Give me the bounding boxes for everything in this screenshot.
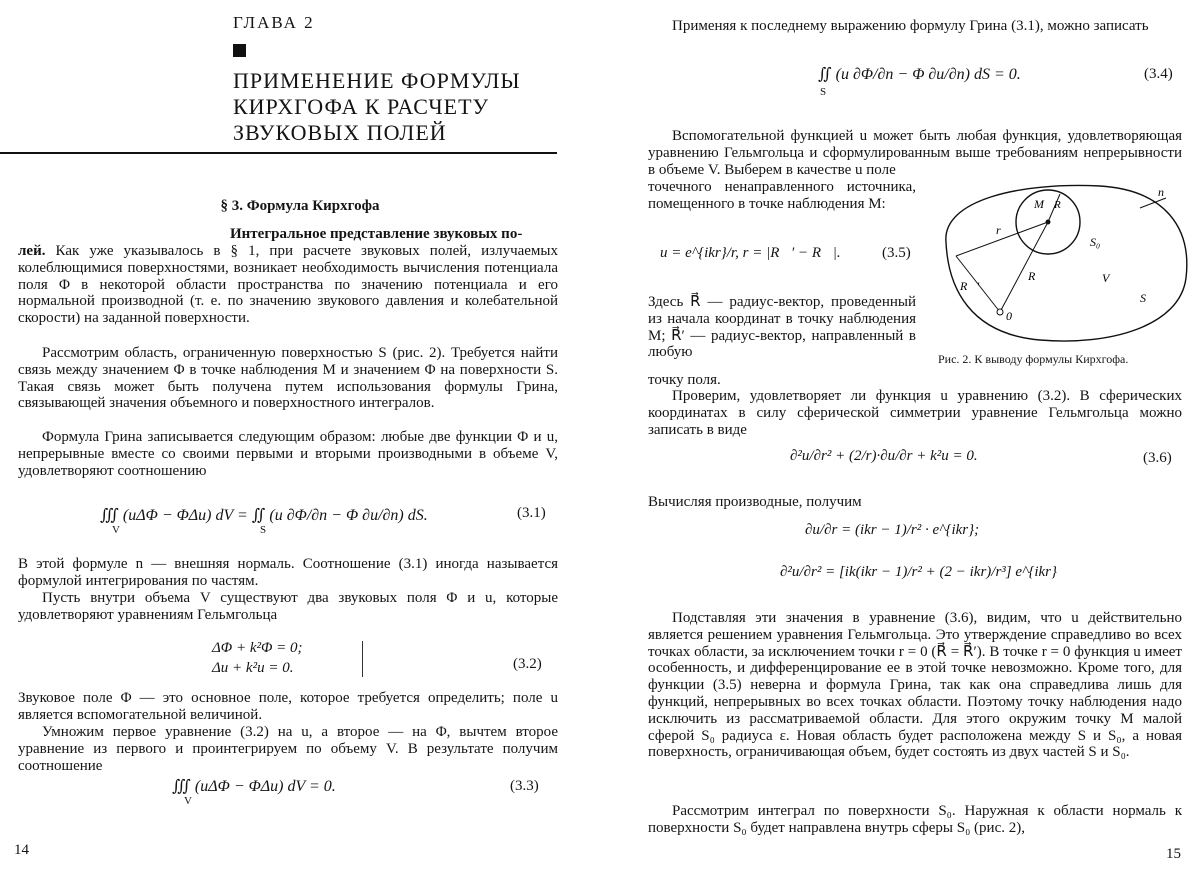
figure-label-m: M <box>1034 197 1044 211</box>
paragraph-1 <box>18 243 558 327</box>
equation-3-4-sub-s: S <box>820 86 827 98</box>
paragraph-2: Рассмотрим область, ограниченную поверхностью S (рис. 2). Требуется найти связь между значением Φ в точке наблюдения M и значением Φ на поверхности S. Такая связь может быть получена путем использования формулы Грина, связывающей значения объемного и поверхностного интегралов. <box>18 345 558 412</box>
equation-derivative-1: ∂u/∂r = (ikr − 1)/r² · e^{ikr}; <box>805 522 980 538</box>
chapter-title-line-2: КИРХГОФА К РАСЧЕТУ <box>233 94 490 119</box>
paragraph-r2: Вспомогательной функцией u может быть любая функция, удовлетворяющая уравнению Гельмгольца и сформулированным выше требованиям непрерывности в объеме V. Выберем в качестве u поле <box>648 128 1182 178</box>
paragraph-r1: Применяя к последнему выражению формулу Грина (3.1), можно записать <box>672 18 1149 34</box>
figure-label-big-r: R⃗ <box>1028 269 1045 283</box>
equation-3-4-number: (3.4) <box>1144 66 1173 82</box>
paragraph-r3-tail: точку поля. <box>648 372 721 388</box>
chapter-square-mark <box>233 44 246 57</box>
equation-3-1-number: (3.1) <box>517 505 546 521</box>
equation-3-2-number: (3.2) <box>513 656 542 672</box>
paragraph-r6: Подставляя эти значения в уравнение (3.6), видим, что u действительно является решением уравнения Гельмгольца. Это утверждение справедливо во всех точках области, за исключением точки r = 0 (R⃗ = R⃗′). В точке r = 0 функция u имеет особенность, и дифференцирование ее в этой точке невозможно. Кроме того, для функции (3.5) неверна и формула Грина, так как она справедлива лишь для функций, непрерывных во всех точках области. Поэтому точку наблюдения надо исключить из рассматриваемой области. Для этого окружим точку M малой сферой S₀ радиуса ε. Новая область будет расположена между S и S₀, а новая поверхность, ограничивающая объем, будет состоять из двух частей S и S₀. <box>648 610 1182 761</box>
equation-3-5: u = e^{ikr}/r, r = |R⃗′ − R⃗|. <box>660 245 841 261</box>
paragraph-r2b: точечного ненаправленного источника, помещенного в точке наблюдения M: <box>648 179 916 212</box>
paragraph-7: Умножим первое уравнение (3.2) на u, а второе — на Φ, вычтем второе уравнение из первого и проинтегрируем по объему V. В результате получим соотношение <box>18 724 558 774</box>
figure-label-r: r <box>996 223 1001 237</box>
equation-3-5-number: (3.5) <box>882 245 911 261</box>
equation-3-1: ∭ (uΔΦ − ΦΔu) dV = ∬ (u ∂Φ/∂n − Φ ∂u/∂n) dS. <box>100 507 428 524</box>
page-number-left: 14 <box>14 842 29 858</box>
figure-label-s0: S₀ <box>1090 235 1101 249</box>
equation-3-4: ∬ (u ∂Φ/∂n − Φ ∂u/∂n) dS = 0. <box>818 66 1021 83</box>
equation-derivative-2: ∂²u/∂r² = [ik(ikr − 1)/r² + (2 − ikr)/r³] e^{ikr} <box>780 564 1058 580</box>
figure-label-origin: 0 <box>1006 309 1012 323</box>
paragraph-4: В этой формуле n — внешняя нормаль. Соотношение (3.1) иногда называется формулой интегрирования по частям. <box>18 556 558 589</box>
chapter-title <box>233 68 521 146</box>
equation-3-2-line-2: Δu + k²u = 0. <box>212 660 294 676</box>
equation-3-3: ∭ (uΔΦ − ΦΔu) dV = 0. <box>172 778 336 795</box>
chapter-title-line-3: ЗВУКОВЫХ ПОЛЕЙ <box>233 120 447 145</box>
paragraph-r5: Вычисляя производные, получим <box>648 494 862 510</box>
paragraph-r7: Рассмотрим интеграл по поверхности S₀. Наружная к области нормаль к поверхности S₀ будет направлена внутрь сферы S₀ (рис. 2), <box>648 803 1182 836</box>
right-page <box>600 0 1200 876</box>
point-m <box>1046 220 1051 225</box>
equation-3-3-number: (3.3) <box>510 778 539 794</box>
equation-3-6-number: (3.6) <box>1143 450 1172 466</box>
equation-3-1-sub-s: S <box>260 524 267 536</box>
section-title: § 3. Формула Кирхгофа <box>220 198 380 214</box>
figure-2-diagram <box>930 180 1196 350</box>
equation-3-6: ∂²u/∂r² + (2/r)·∂u/∂r + k²u = 0. <box>790 448 978 464</box>
equation-3-3-sub-v: V <box>184 795 192 807</box>
paragraph-3: Формула Грина записывается следующим образом: любые две функции Φ и u, непрерывные вместе со своими первыми и вторыми производными в объеме V, удовлетворяют соотношению <box>18 429 558 479</box>
figure-label-n: n⃗ <box>1158 185 1174 199</box>
figure-2-caption: Рис. 2. К выводу формулы Кирхгофа. <box>938 352 1129 366</box>
paragraph-r3: Здесь R⃗ — радиус-вектор, проведенный из начала координат в точку наблюдения M; R⃗′ — радиус-вектор, направленный в любую <box>648 294 916 361</box>
figure-label-v: V <box>1102 271 1110 285</box>
paragraph-6: Звуковое поле Φ — это основное поле, которое требуется определить; поле u является вспомогательной величиной. <box>18 690 558 723</box>
figure-label-r-prime: R⃗′ <box>960 279 980 293</box>
paragraph-r4: Проверим, удовлетворяет ли функция u уравнению (3.2). В сферических координатах в силу сферической симметрии уравнение Гельмгольца можно записать в виде <box>648 388 1182 438</box>
page-number-right: 15 <box>1166 846 1181 862</box>
vector-R <box>1000 222 1048 312</box>
figure-label-s: S <box>1140 291 1146 305</box>
equation-3-2-brace <box>357 641 363 677</box>
chapter-title-line-1: ПРИМЕНЕНИЕ ФОРМУЛЫ <box>233 68 521 93</box>
equation-3-1-sub-v: V <box>112 524 120 536</box>
subheading-tail: лей. <box>18 243 46 259</box>
subheading: Интегральное представление звуковых по- <box>230 226 523 242</box>
point-origin <box>997 309 1003 315</box>
paragraph-1-text: Как уже указывалось в § 1, при расчете звуковых полей, излучаемых колеблющимися поверхностями, возникает необходимость вычисления потенциала поля Φ в некоторой области пространства по значению потенциала и его нормальной производной (т. е. по значению звукового давления и колебательной скорости) на заданной поверхности. <box>18 243 558 327</box>
chapter-label: ГЛАВА 2 <box>233 13 315 32</box>
paragraph-5: Пусть внутри объема V существуют два звуковых поля Φ и u, которые удовлетворяют уравнениям Гельмгольца <box>18 590 558 623</box>
title-rule <box>0 152 557 154</box>
equation-3-2-line-1: ΔΦ + k²Φ = 0; <box>212 640 303 656</box>
figure-label-inner-r: R⃗ <box>1054 199 1070 211</box>
